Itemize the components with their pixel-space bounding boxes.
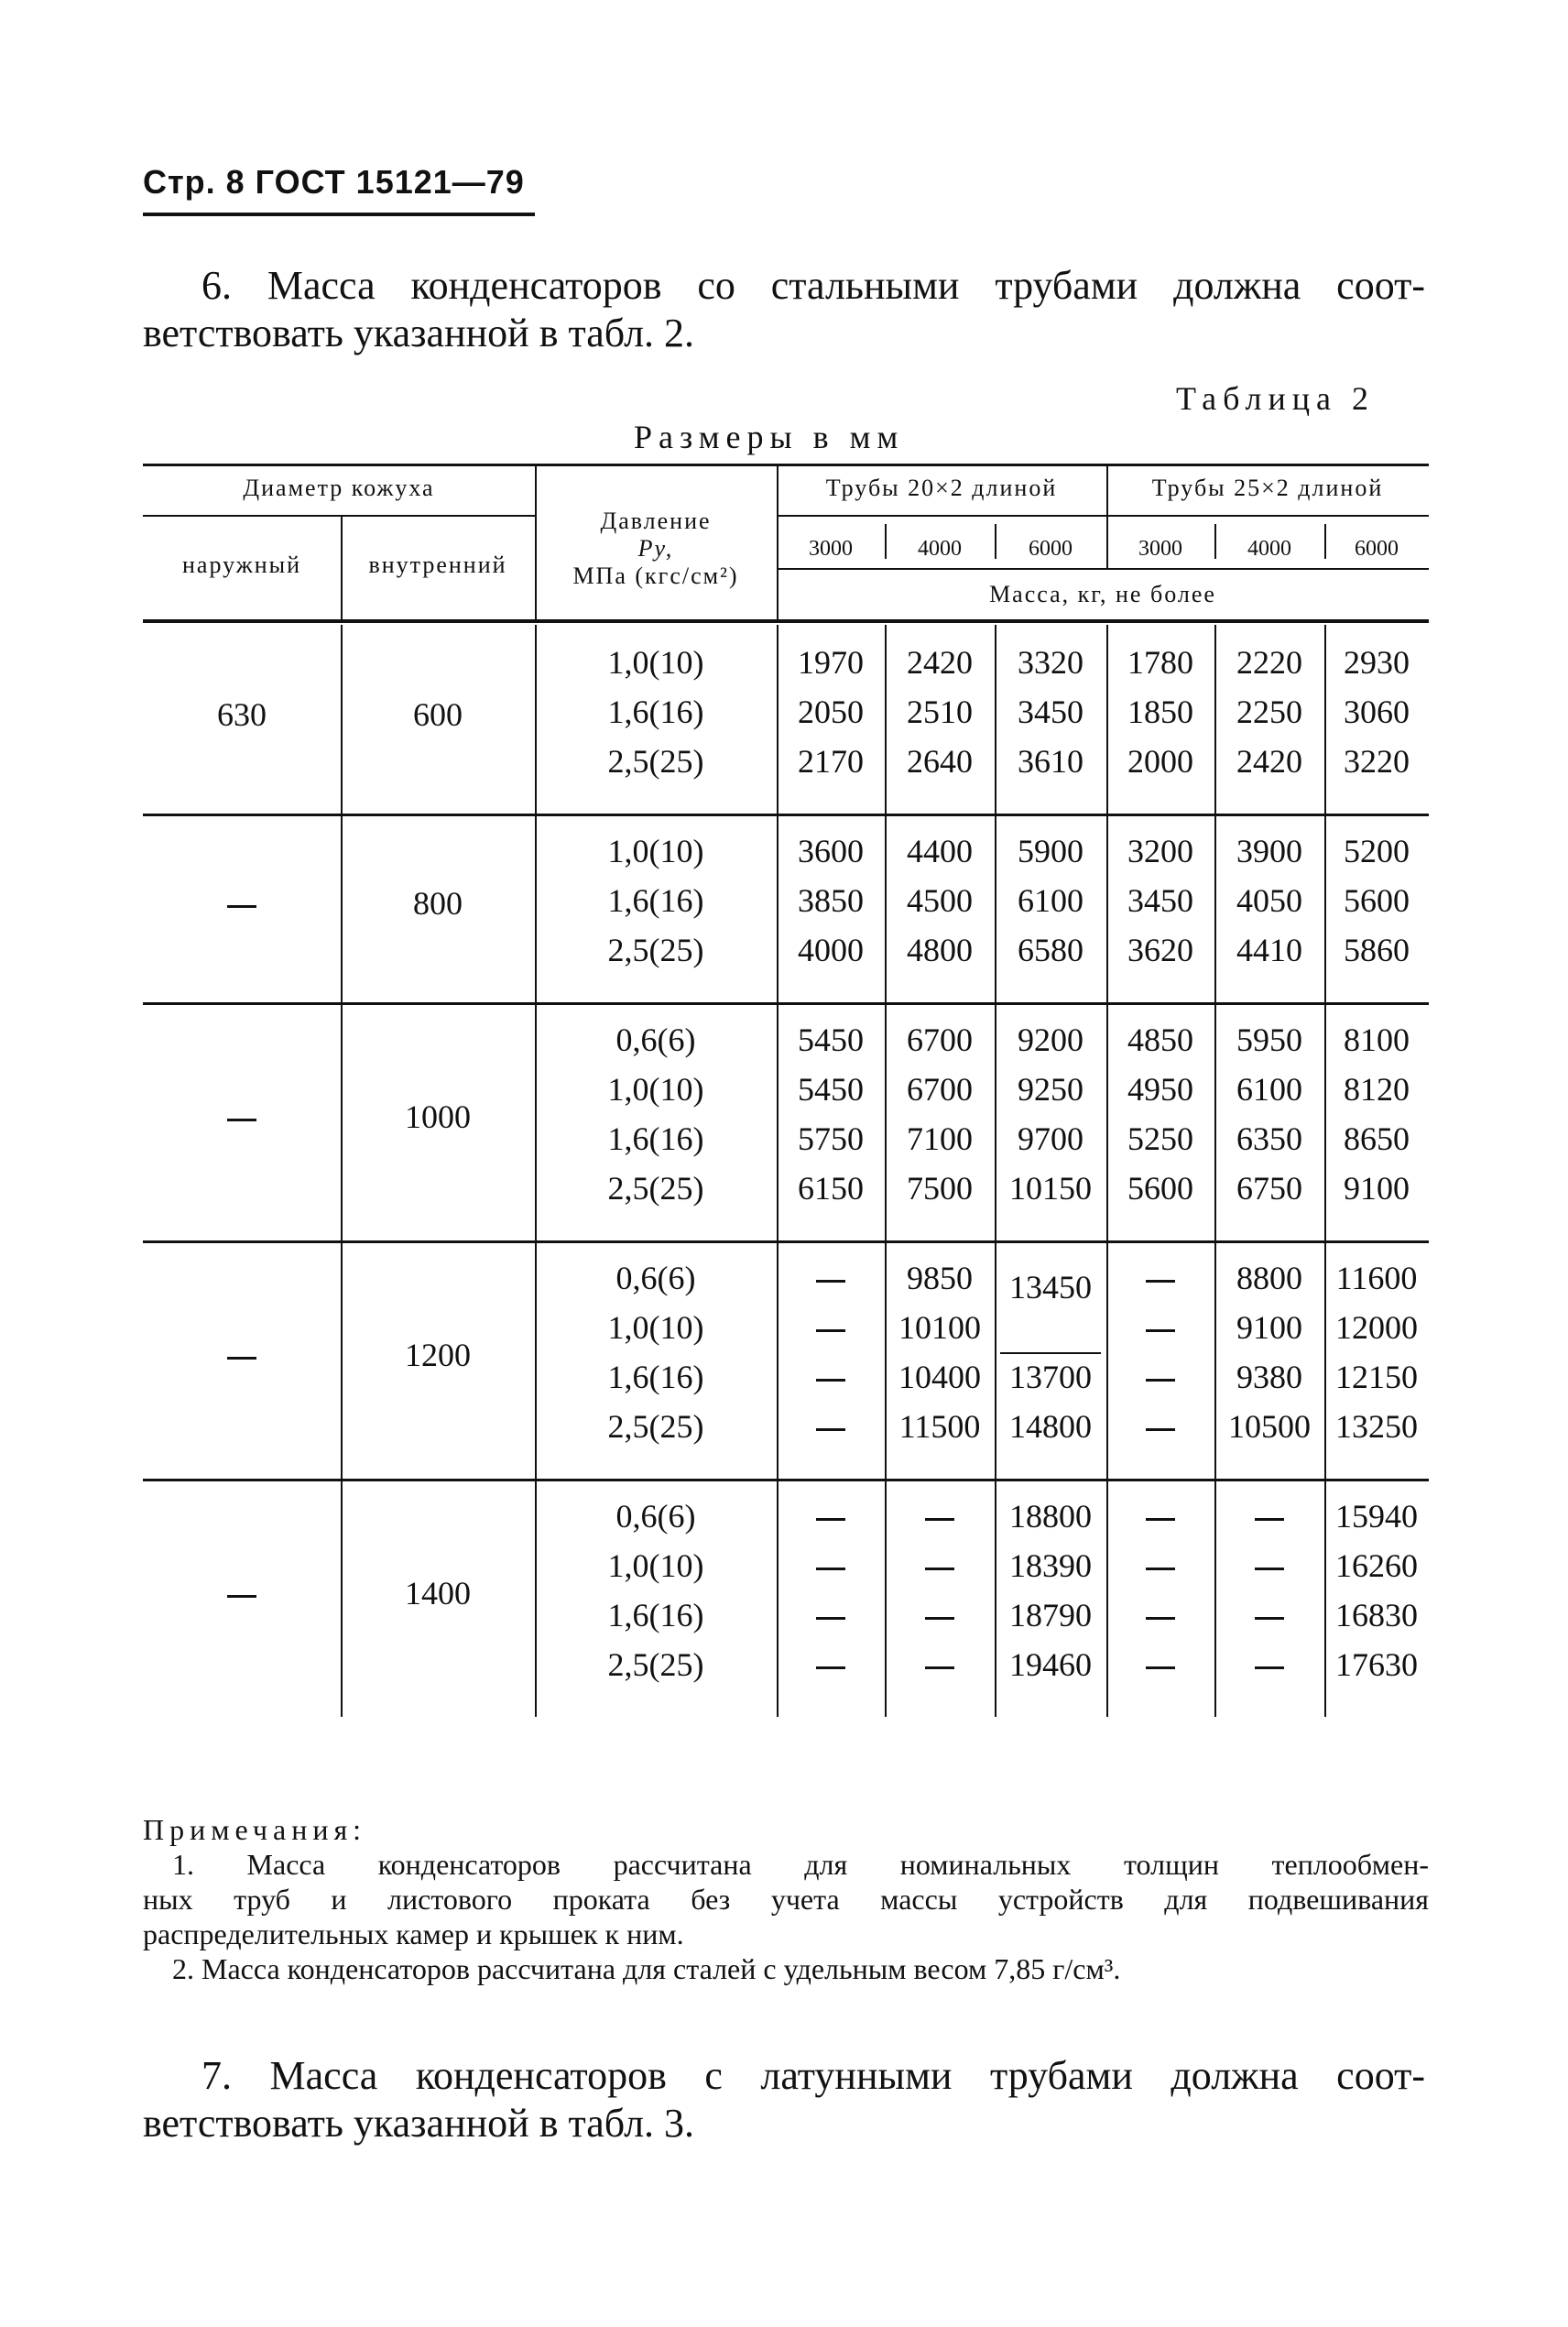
mass-cell — [777, 1358, 885, 1396]
mass-cell: 4950 — [1127, 1071, 1193, 1108]
header-mass: Масса, кг, не более — [989, 581, 1216, 607]
column-rule — [1324, 625, 1326, 1717]
mass-cell: 11500 — [898, 1408, 981, 1445]
header-tubes-20: Трубы 20×2 длиной — [825, 475, 1058, 501]
header-pressure-2: Pу, — [637, 535, 674, 562]
mass-cell: 2930 — [1344, 644, 1410, 681]
mass-cell — [1214, 1596, 1324, 1634]
header-pressure-3: МПа (кгс/см²) — [572, 563, 739, 589]
mass-cell — [885, 1546, 995, 1585]
header-inner: внутренний — [368, 552, 507, 578]
mass-cell: 6700 — [907, 1021, 973, 1058]
mass-cell: 4800 — [907, 932, 973, 968]
header-length-4: 3000 — [1138, 537, 1182, 561]
mass-cell: 2640 — [907, 743, 973, 780]
header-length-2: 4000 — [918, 537, 962, 561]
mass-cell: 4400 — [907, 833, 973, 869]
mass-cell: 5900 — [1018, 833, 1083, 869]
column-rule — [995, 625, 996, 1717]
mass-cell: 2050 — [798, 694, 864, 730]
mass-cell: 13450 — [1009, 1269, 1092, 1306]
paragraph-7-line-1: 7. Масса конденсаторов с латунными трубами должна соот- — [201, 2053, 1425, 2098]
mass-cell — [1214, 1546, 1324, 1585]
mass-cell: 12000 — [1335, 1309, 1418, 1346]
mass-cell: 5600 — [1344, 882, 1410, 919]
mass-cell: 8100 — [1344, 1021, 1410, 1058]
header-length-1: 3000 — [809, 537, 853, 561]
mass-cell: 13700 — [1009, 1359, 1092, 1395]
group-separator-rule — [143, 1240, 1429, 1243]
mass-cell: 6100 — [1236, 1071, 1302, 1108]
group-separator-rule — [143, 1479, 1429, 1481]
mass-cell — [777, 1497, 885, 1535]
mass-cell — [777, 1407, 885, 1446]
group-separator-rule — [143, 1002, 1429, 1005]
mass-cell: 12150 — [1335, 1359, 1418, 1395]
group-separator-rule — [143, 814, 1429, 816]
dash — [816, 1428, 845, 1431]
mass-cell — [1106, 1645, 1214, 1684]
mass-cell: 13250 — [1335, 1408, 1418, 1445]
pressure-cell: 1,0(10) — [607, 1547, 704, 1584]
table-label: Таблица 2 — [1176, 380, 1375, 417]
dash — [227, 1119, 256, 1121]
mass-cell — [885, 1596, 995, 1634]
dash — [925, 1568, 954, 1570]
column-rule — [535, 625, 537, 1717]
mass-cell: 2420 — [907, 644, 973, 681]
dash — [1146, 1518, 1175, 1521]
outer-diameter-cell — [143, 1098, 341, 1136]
header-length-tick — [1214, 524, 1216, 559]
dash — [816, 1379, 845, 1382]
pressure-cell: 1,0(10) — [607, 1309, 704, 1346]
mass-cell: 6750 — [1236, 1170, 1302, 1207]
paragraph-6-line-2: ветствовать указанной в табл. 2. — [143, 311, 695, 355]
mass-cell — [885, 1497, 995, 1535]
mass-cell: 6350 — [1236, 1120, 1302, 1157]
mass-cell: 3610 — [1018, 743, 1083, 780]
mass-cell: 3220 — [1344, 743, 1410, 780]
pressure-cell: 2,5(25) — [607, 1646, 704, 1683]
mass-cell — [1214, 1497, 1324, 1535]
mass-cell — [1106, 1497, 1214, 1535]
mass-cell: 5250 — [1127, 1120, 1193, 1157]
mass-cell: 9100 — [1344, 1170, 1410, 1207]
mass-cell: 1970 — [798, 644, 864, 681]
mass-cell — [777, 1596, 885, 1634]
pressure-cell: 0,6(6) — [615, 1021, 696, 1058]
pressure-cell: 2,5(25) — [607, 1170, 704, 1207]
mass-cell: 4050 — [1236, 882, 1302, 919]
inner-diameter-cell: 1200 — [405, 1337, 471, 1373]
mass-cell: 18800 — [1009, 1498, 1092, 1535]
mass-cell: 3450 — [1127, 882, 1193, 919]
mass-cell: 8650 — [1344, 1120, 1410, 1157]
mass-cell: 5600 — [1127, 1170, 1193, 1207]
notes — [143, 1812, 1429, 1986]
mass-cell — [1214, 1645, 1324, 1684]
mass-cell: 6150 — [798, 1170, 864, 1207]
header-bottom-rule — [143, 619, 1429, 623]
note-1-line-1: 1. Масса конденсаторов рассчитана для номинальных толщин теплообмен- — [172, 1848, 1429, 1881]
mass-cell — [777, 1259, 885, 1297]
dash — [1146, 1428, 1175, 1431]
paragraph-7-line-2: ветствовать указанной в табл. 3. — [143, 2101, 695, 2146]
mass-cell: 9250 — [1018, 1071, 1083, 1108]
mass-cell: 14800 — [1009, 1408, 1092, 1445]
outer-diameter-cell: 630 — [217, 696, 267, 733]
mass-cell: 7100 — [907, 1120, 973, 1157]
dash — [925, 1666, 954, 1669]
mass-cell — [885, 1645, 995, 1684]
header-pressure-1: Давление — [600, 508, 712, 534]
mass-cell — [1106, 1407, 1214, 1446]
dash — [1146, 1617, 1175, 1620]
header-tubes-25: Трубы 25×2 длиной — [1151, 475, 1384, 501]
column-rule — [1214, 625, 1216, 1717]
mass-cell — [777, 1546, 885, 1585]
pressure-cell: 2,5(25) — [607, 743, 704, 780]
header-length-tick — [1324, 524, 1326, 559]
header-rule — [143, 213, 535, 216]
mass-cell: 10400 — [898, 1359, 981, 1395]
mass-cell: 6100 — [1018, 882, 1083, 919]
dash — [925, 1617, 954, 1620]
note-1 — [143, 1847, 1429, 1951]
mass-cell: 9200 — [1018, 1021, 1083, 1058]
pressure-cell: 2,5(25) — [607, 1408, 704, 1445]
pressure-cell: 2,5(25) — [607, 932, 704, 968]
inner-diameter-cell: 600 — [413, 696, 463, 733]
mass-cell: 3620 — [1127, 932, 1193, 968]
header-length-3: 6000 — [1029, 537, 1073, 561]
header-rule-diameter — [143, 515, 535, 517]
mass-cell: 3600 — [798, 833, 864, 869]
dash — [1146, 1666, 1175, 1669]
mass-cell: 10150 — [1009, 1170, 1092, 1207]
mass-cell: 18790 — [1009, 1597, 1092, 1633]
mass-cell: 11600 — [1335, 1260, 1418, 1296]
mass-cell: 9850 — [907, 1260, 973, 1296]
inner-diameter-cell: 1400 — [405, 1575, 471, 1611]
pressure-cell: 1,6(16) — [607, 694, 704, 730]
pressure-cell: 1,0(10) — [607, 644, 704, 681]
mass-cell — [1106, 1596, 1214, 1634]
column-rule — [885, 625, 887, 1717]
mass-cell: 10500 — [1228, 1408, 1311, 1445]
header-length-tick — [995, 524, 996, 559]
mass-cell — [777, 1645, 885, 1684]
mass-cell — [1106, 1259, 1214, 1297]
mass-cell: 15940 — [1335, 1498, 1418, 1535]
mass-cell — [1106, 1358, 1214, 1396]
paragraph-7 — [143, 2052, 1425, 2147]
mass-cell: 5950 — [1236, 1021, 1302, 1058]
dash — [1255, 1617, 1284, 1620]
pressure-cell: 1,0(10) — [607, 833, 704, 869]
mass-cell: 7500 — [907, 1170, 973, 1207]
sizes-label: Размеры в мм — [634, 419, 905, 455]
mass-cell: 9380 — [1236, 1359, 1302, 1395]
mass-cell: 3450 — [1018, 694, 1083, 730]
mass-cell: 1780 — [1127, 644, 1193, 681]
dash — [1146, 1379, 1175, 1382]
header-column-rule — [341, 515, 343, 619]
pressure-cell: 1,0(10) — [607, 1071, 704, 1108]
dash — [816, 1617, 845, 1620]
column-rule — [341, 625, 343, 1717]
outer-diameter-cell — [143, 1336, 341, 1374]
note-1-line-3: распределительных камер и крышек к ним. — [143, 1917, 684, 1950]
header-length-tick — [885, 524, 887, 559]
mass-cell: 3200 — [1127, 833, 1193, 869]
mass-cell: 5860 — [1344, 932, 1410, 968]
mass-cell: 4000 — [798, 932, 864, 968]
mass-cell: 2510 — [907, 694, 973, 730]
mass-cell: 5750 — [798, 1120, 864, 1157]
mass-cell: 9700 — [1018, 1120, 1083, 1157]
mass-cell — [1106, 1308, 1214, 1347]
column-rule — [1106, 625, 1108, 1717]
header-rule-lengths — [777, 568, 1429, 570]
notes-title: Примечания: — [143, 1813, 367, 1846]
pressure-cell: 0,6(6) — [615, 1498, 696, 1535]
dash — [227, 905, 256, 908]
dash — [816, 1518, 845, 1521]
mass-cell: 1850 — [1127, 694, 1193, 730]
paragraph-6 — [143, 262, 1425, 357]
dash — [1255, 1518, 1284, 1521]
dash — [925, 1518, 954, 1521]
header-column-rule — [777, 464, 779, 619]
dash — [816, 1568, 845, 1570]
header-outer: наружный — [181, 552, 302, 578]
merged-cell-rule — [1000, 1352, 1101, 1354]
mass-cell: 17630 — [1335, 1646, 1418, 1683]
inner-diameter-cell: 800 — [413, 885, 463, 922]
dash — [1255, 1666, 1284, 1669]
mass-cell: 2170 — [798, 743, 864, 780]
pressure-cell: 1,6(16) — [607, 1597, 704, 1633]
dash — [816, 1666, 845, 1669]
mass-cell: 2420 — [1236, 743, 1302, 780]
mass-cell: 16260 — [1335, 1547, 1418, 1584]
mass-cell: 4850 — [1127, 1021, 1193, 1058]
mass-cell: 18390 — [1009, 1547, 1092, 1584]
dash — [1146, 1568, 1175, 1570]
column-rule — [777, 625, 779, 1717]
note-2: 2. Масса конденсаторов рассчитана для сталей с удельным весом 7,85 г/см³. — [172, 1952, 1121, 1985]
mass-cell — [777, 1308, 885, 1347]
mass-cell: 5200 — [1344, 833, 1410, 869]
dash — [816, 1280, 845, 1283]
header-column-rule — [1106, 464, 1108, 568]
header-diameter: Диаметр кожуха — [243, 475, 435, 501]
header-length-6: 6000 — [1355, 537, 1399, 561]
mass-cell: 2000 — [1127, 743, 1193, 780]
outer-diameter-cell — [143, 1574, 341, 1612]
mass-cell: 19460 — [1009, 1646, 1092, 1683]
inner-diameter-cell: 1000 — [405, 1098, 471, 1135]
mass-cell: 5450 — [798, 1071, 864, 1108]
mass-cell: 4500 — [907, 882, 973, 919]
mass-cell: 8800 — [1236, 1260, 1302, 1296]
mass-cell: 6700 — [907, 1071, 973, 1108]
table-top-rule — [143, 464, 1429, 466]
header-column-rule — [535, 464, 537, 619]
mass-cell: 10100 — [898, 1309, 981, 1346]
mass-table — [143, 464, 1429, 1801]
pressure-cell: 1,6(16) — [607, 1120, 704, 1157]
mass-cell: 5450 — [798, 1021, 864, 1058]
mass-cell: 3320 — [1018, 644, 1083, 681]
mass-cell: 6580 — [1018, 932, 1083, 968]
mass-cell: 9100 — [1236, 1309, 1302, 1346]
header-rule-tubes — [777, 515, 1429, 517]
dash — [1255, 1568, 1284, 1570]
dash — [816, 1329, 845, 1332]
mass-cell: 3060 — [1344, 694, 1410, 730]
page-header: Стр. 8 ГОСТ 15121—79 — [143, 163, 525, 201]
note-1-line-2: ных труб и листового проката без учета массы устройств для подвешивания — [143, 1883, 1429, 1916]
mass-cell: 4410 — [1236, 932, 1302, 968]
mass-cell: 2250 — [1236, 694, 1302, 730]
pressure-cell: 0,6(6) — [615, 1260, 696, 1296]
outer-diameter-cell — [143, 884, 341, 923]
dash — [227, 1357, 256, 1360]
mass-cell: 2220 — [1236, 644, 1302, 681]
mass-cell: 16830 — [1335, 1597, 1418, 1633]
dash — [1146, 1329, 1175, 1332]
mass-cell — [1106, 1546, 1214, 1585]
header-length-5: 4000 — [1247, 537, 1291, 561]
mass-cell: 3850 — [798, 882, 864, 919]
mass-cell: 8120 — [1344, 1071, 1410, 1108]
paragraph-6-line-1: 6. Масса конденсаторов со стальными трубами должна соот- — [201, 263, 1425, 308]
dash — [1146, 1280, 1175, 1283]
dash — [227, 1595, 256, 1598]
pressure-cell: 1,6(16) — [607, 1359, 704, 1395]
mass-cell: 3900 — [1236, 833, 1302, 869]
pressure-cell: 1,6(16) — [607, 882, 704, 919]
